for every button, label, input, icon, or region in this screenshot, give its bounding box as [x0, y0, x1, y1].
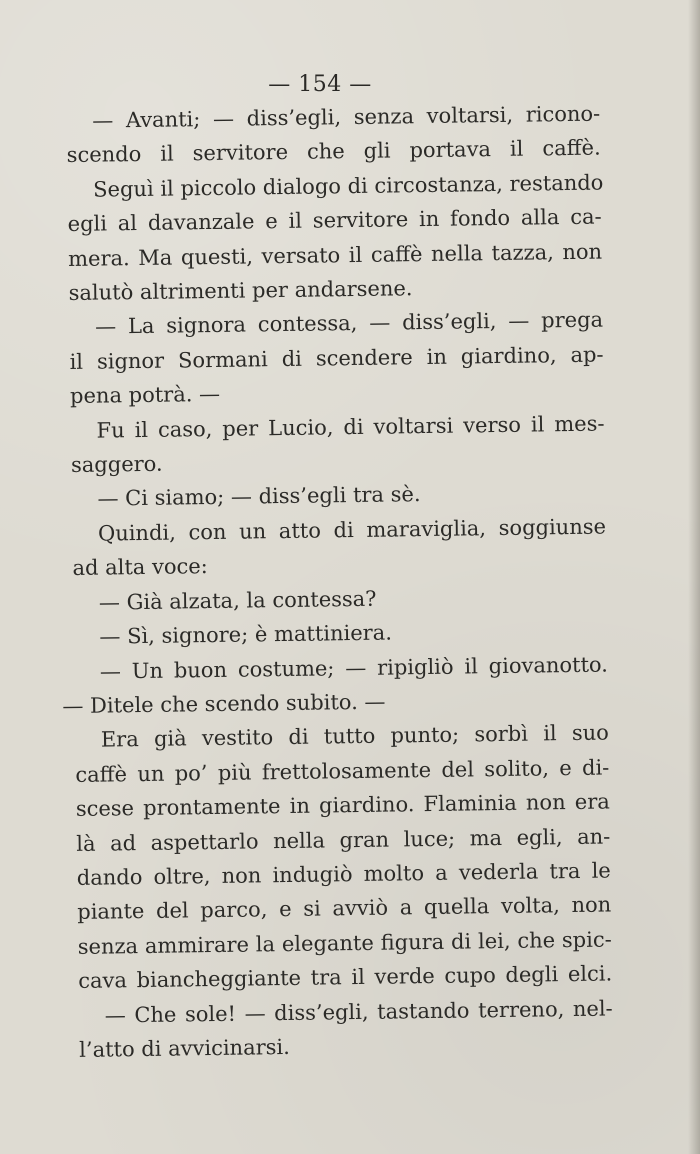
text-line-12: — Ci siamo; — diss’egli tra sè. [97, 482, 421, 512]
text-line-1: — Avanti; — diss’egli, senza voltarsi, ricono- [92, 101, 601, 133]
page-edge-shadow [688, 0, 700, 1154]
page-number: — 154 — [268, 72, 372, 97]
text-line-17: — Un buon costume; — ripigliò il giovanotto. [99, 651, 609, 684]
text-line-4: egli al davanzale e il servitore in fondo alla ca- [67, 204, 602, 237]
text-line-19: Era già vestito di tutto punto; sorbì il suo [100, 720, 609, 752]
text-line-21: scese prontamente in giardino. Flaminia non era [75, 789, 610, 822]
text-line-15: — Già alzata, la contessa? [98, 586, 377, 615]
text-line-27: — Che sole! — diss’egli, tastando terreno, nel- [104, 996, 613, 1028]
text-line-9: pena potrà. — [69, 382, 221, 409]
text-line-10: Fu il caso, per Lucio, di voltarsi verso il mes- [96, 411, 605, 443]
text-line-11: saggero. [70, 451, 163, 478]
text-line-26: cava biancheggiante tra il verde cupo degli elci. [78, 961, 613, 994]
text-line-24: piante del parco, e si avviò a quella volta, non [77, 892, 612, 925]
text-line-28: l’atto di avvicinarsi. [79, 1034, 290, 1062]
text-line-8: il signor Sormani di scendere in giardino, ap- [69, 342, 604, 374]
body-text [62, 97, 613, 1068]
text-line-18: — Ditele che scendo subito. — [62, 689, 386, 719]
text-line-22: là ad aspettarlo nella gran luce; ma egli, an- [76, 824, 611, 856]
text-line-5: mera. Ma questi, versato il caffè nella tazza, non [67, 239, 603, 271]
text-line-6: salutò altrimenti per andarsene. [68, 276, 413, 306]
text-line-25: senza ammirare la elegante figura di lei, che spic- [77, 927, 612, 959]
text-line-7: — La signora contessa, — diss’egli, — prega [94, 307, 604, 340]
text-line-13: Quindi, con un atto di maraviglia, soggiunse [97, 514, 607, 546]
text-line-23: dando oltre, non indugiò molto a vederla tra le [76, 858, 611, 890]
text-line-14: ad alta voce: [72, 554, 208, 581]
text-line-3: Seguì il piccolo dialogo di circostanza, restando [93, 170, 604, 202]
text-line-16: — Sì, signore; è mattiniera. [99, 620, 393, 649]
text-line-2: scendo il servitore che gli portava il caffè. [66, 135, 601, 168]
text-line-20: caffè un po’ più frettolosamente del solito, e di- [75, 755, 610, 787]
